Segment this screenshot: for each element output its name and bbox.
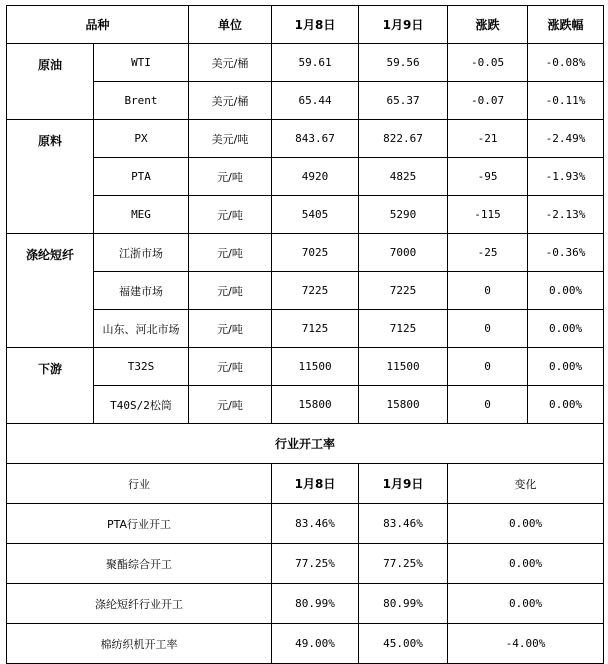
value-cell: 11500 xyxy=(359,348,448,386)
table-row xyxy=(7,310,604,348)
item-cell: Brent xyxy=(94,82,189,120)
value-cell: 4825 xyxy=(359,158,448,196)
unit-cell: 元/吨 xyxy=(189,158,272,196)
change-cell: -115 xyxy=(448,196,528,234)
unit-cell: 美元/桶 xyxy=(189,82,272,120)
rate-header-cell: 1月8日 xyxy=(272,464,359,504)
header-cell: 1月9日 xyxy=(359,6,448,44)
value-cell: 843.67 xyxy=(272,120,359,158)
value-cell: 15800 xyxy=(272,386,359,424)
industry-cell: 棉纺织机开工率 xyxy=(7,624,272,664)
item-cell: WTI xyxy=(94,44,189,82)
header-cell-variety: 品种 xyxy=(7,6,189,44)
table-row xyxy=(7,348,604,386)
unit-cell: 元/吨 xyxy=(189,272,272,310)
change-pct-cell: 0.00% xyxy=(528,310,604,348)
rate-value-cell: 45.00% xyxy=(359,624,448,664)
item-cell: MEG xyxy=(94,196,189,234)
item-cell: 山东、河北市场 xyxy=(94,310,189,348)
value-cell: 5405 xyxy=(272,196,359,234)
rate-value-cell: 80.99% xyxy=(272,584,359,624)
rate-header-cell: 行业 xyxy=(7,464,272,504)
change-cell: -25 xyxy=(448,234,528,272)
item-cell: 江浙市场 xyxy=(94,234,189,272)
rate-change-cell: 0.00% xyxy=(448,504,604,544)
rate-value-cell: 80.99% xyxy=(359,584,448,624)
change-cell: 0 xyxy=(448,272,528,310)
value-cell: 822.67 xyxy=(359,120,448,158)
value-cell: 65.37 xyxy=(359,82,448,120)
change-cell: -95 xyxy=(448,158,528,196)
item-cell: PTA xyxy=(94,158,189,196)
value-cell: 59.61 xyxy=(272,44,359,82)
item-cell: PX xyxy=(94,120,189,158)
category-cell: 涤纶短纤 xyxy=(7,234,94,348)
change-pct-cell: -0.11% xyxy=(528,82,604,120)
rate-value-cell: 49.00% xyxy=(272,624,359,664)
item-cell: 福建市场 xyxy=(94,272,189,310)
category-cell: 原油 xyxy=(7,44,94,120)
change-cell: 0 xyxy=(448,386,528,424)
change-cell: -0.07 xyxy=(448,82,528,120)
category-cell: 原料 xyxy=(7,120,94,234)
rate-table-title: 行业开工率 xyxy=(7,424,604,464)
rate-header-cell: 变化 xyxy=(448,464,604,504)
rate-change-cell: -4.00% xyxy=(448,624,604,664)
value-cell: 11500 xyxy=(272,348,359,386)
change-cell: 0 xyxy=(448,310,528,348)
rate-value-cell: 77.25% xyxy=(272,544,359,584)
header-cell: 1月8日 xyxy=(272,6,359,44)
table-row xyxy=(7,120,604,158)
header-cell: 涨跌 xyxy=(448,6,528,44)
item-cell: T40S/2松筒 xyxy=(94,386,189,424)
value-cell: 59.56 xyxy=(359,44,448,82)
change-pct-cell: -1.93% xyxy=(528,158,604,196)
change-pct-cell: -0.08% xyxy=(528,44,604,82)
change-pct-cell: -2.13% xyxy=(528,196,604,234)
value-cell: 7000 xyxy=(359,234,448,272)
unit-cell: 美元/桶 xyxy=(189,44,272,82)
table-row xyxy=(7,234,604,272)
unit-cell: 元/吨 xyxy=(189,234,272,272)
rate-value-cell: 83.46% xyxy=(272,504,359,544)
value-cell: 7125 xyxy=(272,310,359,348)
table-row xyxy=(7,158,604,196)
value-cell: 7125 xyxy=(359,310,448,348)
industry-cell: PTA行业开工 xyxy=(7,504,272,544)
change-pct-cell: 0.00% xyxy=(528,348,604,386)
rate-row xyxy=(7,504,604,544)
change-cell: -0.05 xyxy=(448,44,528,82)
table-row xyxy=(7,196,604,234)
item-cell: T32S xyxy=(94,348,189,386)
header-cell: 单位 xyxy=(189,6,272,44)
change-cell: -21 xyxy=(448,120,528,158)
rate-header-row xyxy=(7,464,604,504)
change-pct-cell: -2.49% xyxy=(528,120,604,158)
value-cell: 7025 xyxy=(272,234,359,272)
unit-cell: 元/吨 xyxy=(189,310,272,348)
table-row xyxy=(7,44,604,82)
header-cell: 涨跌幅 xyxy=(528,6,604,44)
value-cell: 4920 xyxy=(272,158,359,196)
value-cell: 65.44 xyxy=(272,82,359,120)
rate-row xyxy=(7,544,604,584)
rate-value-cell: 83.46% xyxy=(359,504,448,544)
commodity-price-table xyxy=(6,5,604,664)
table-body xyxy=(7,6,604,664)
rate-change-cell: 0.00% xyxy=(448,584,604,624)
industry-cell: 聚酯综合开工 xyxy=(7,544,272,584)
header-row xyxy=(7,6,604,44)
change-pct-cell: -0.36% xyxy=(528,234,604,272)
unit-cell: 元/吨 xyxy=(189,348,272,386)
unit-cell: 元/吨 xyxy=(189,196,272,234)
unit-cell: 元/吨 xyxy=(189,386,272,424)
table-row xyxy=(7,386,604,424)
table-row xyxy=(7,82,604,120)
table-row xyxy=(7,272,604,310)
value-cell: 5290 xyxy=(359,196,448,234)
change-cell: 0 xyxy=(448,348,528,386)
value-cell: 7225 xyxy=(272,272,359,310)
category-cell: 下游 xyxy=(7,348,94,424)
change-pct-cell: 0.00% xyxy=(528,272,604,310)
value-cell: 15800 xyxy=(359,386,448,424)
rate-row xyxy=(7,624,604,664)
rate-title-row xyxy=(7,424,604,464)
rate-value-cell: 77.25% xyxy=(359,544,448,584)
change-pct-cell: 0.00% xyxy=(528,386,604,424)
rate-header-cell: 1月9日 xyxy=(359,464,448,504)
rate-row xyxy=(7,584,604,624)
industry-cell: 涤纶短纤行业开工 xyxy=(7,584,272,624)
unit-cell: 美元/吨 xyxy=(189,120,272,158)
rate-change-cell: 0.00% xyxy=(448,544,604,584)
value-cell: 7225 xyxy=(359,272,448,310)
